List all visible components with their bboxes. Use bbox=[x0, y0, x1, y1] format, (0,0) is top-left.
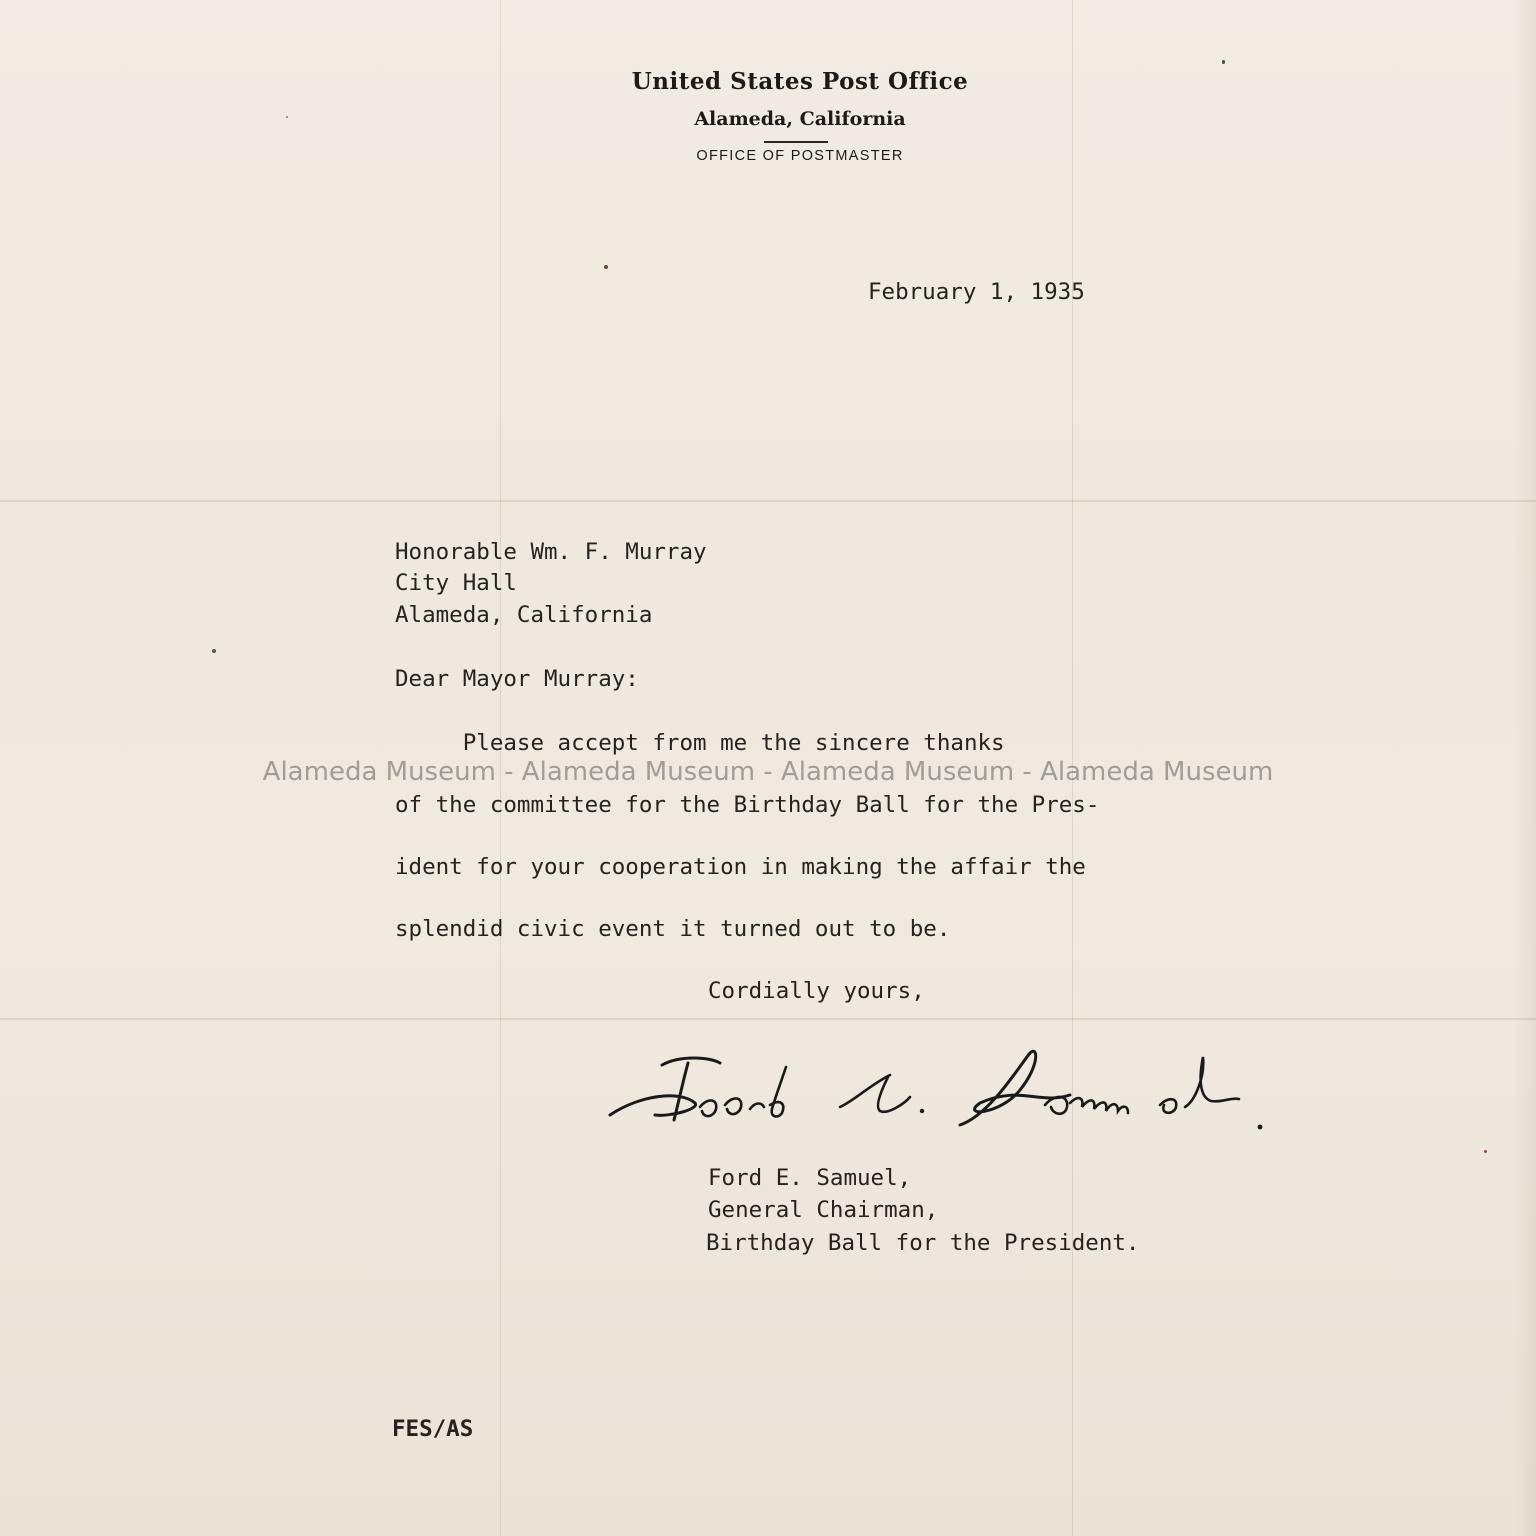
paper-speck bbox=[1484, 1150, 1487, 1153]
address-line: Alameda, California bbox=[395, 602, 653, 628]
handwritten-signature bbox=[600, 1045, 1280, 1145]
letter-date: February 1, 1935 bbox=[868, 279, 1085, 305]
paper-speck bbox=[286, 116, 288, 118]
salutation: Dear Mayor Murray: bbox=[395, 666, 639, 692]
paper-speck bbox=[1222, 60, 1225, 64]
paper-fold-horizontal bbox=[0, 1018, 1536, 1020]
address-line: City Hall bbox=[395, 570, 517, 596]
body-line: of the committee for the Birthday Ball for the Pres- bbox=[395, 792, 1100, 818]
letterhead-city: Alameda, California bbox=[694, 108, 906, 130]
signer-title: General Chairman, bbox=[708, 1197, 939, 1223]
letterhead-title: United States Post Office bbox=[631, 68, 969, 95]
closing: Cordially yours, bbox=[708, 978, 925, 1004]
letterhead-office: OFFICE OF POSTMASTER bbox=[696, 148, 904, 164]
reference-initials: FES/AS bbox=[392, 1416, 474, 1442]
address-line: Honorable Wm. F. Murray bbox=[395, 539, 707, 565]
paper-speck bbox=[212, 649, 216, 653]
signer-organization: Birthday Ball for the President. bbox=[706, 1230, 1140, 1256]
letterhead-rule bbox=[764, 141, 828, 143]
body-line: ident for your cooperation in making the affair the bbox=[395, 854, 1086, 880]
body-line: splendid civic event it turned out to be. bbox=[395, 916, 951, 942]
paper-speck bbox=[604, 265, 608, 269]
signer-name: Ford E. Samuel, bbox=[708, 1165, 912, 1191]
museum-watermark: Alameda Museum - Alameda Museum - Alameda Museum - Alameda Museum bbox=[262, 757, 1274, 787]
paper-fold-horizontal bbox=[0, 500, 1536, 502]
body-line: Please accept from me the sincere thanks bbox=[395, 730, 1005, 756]
